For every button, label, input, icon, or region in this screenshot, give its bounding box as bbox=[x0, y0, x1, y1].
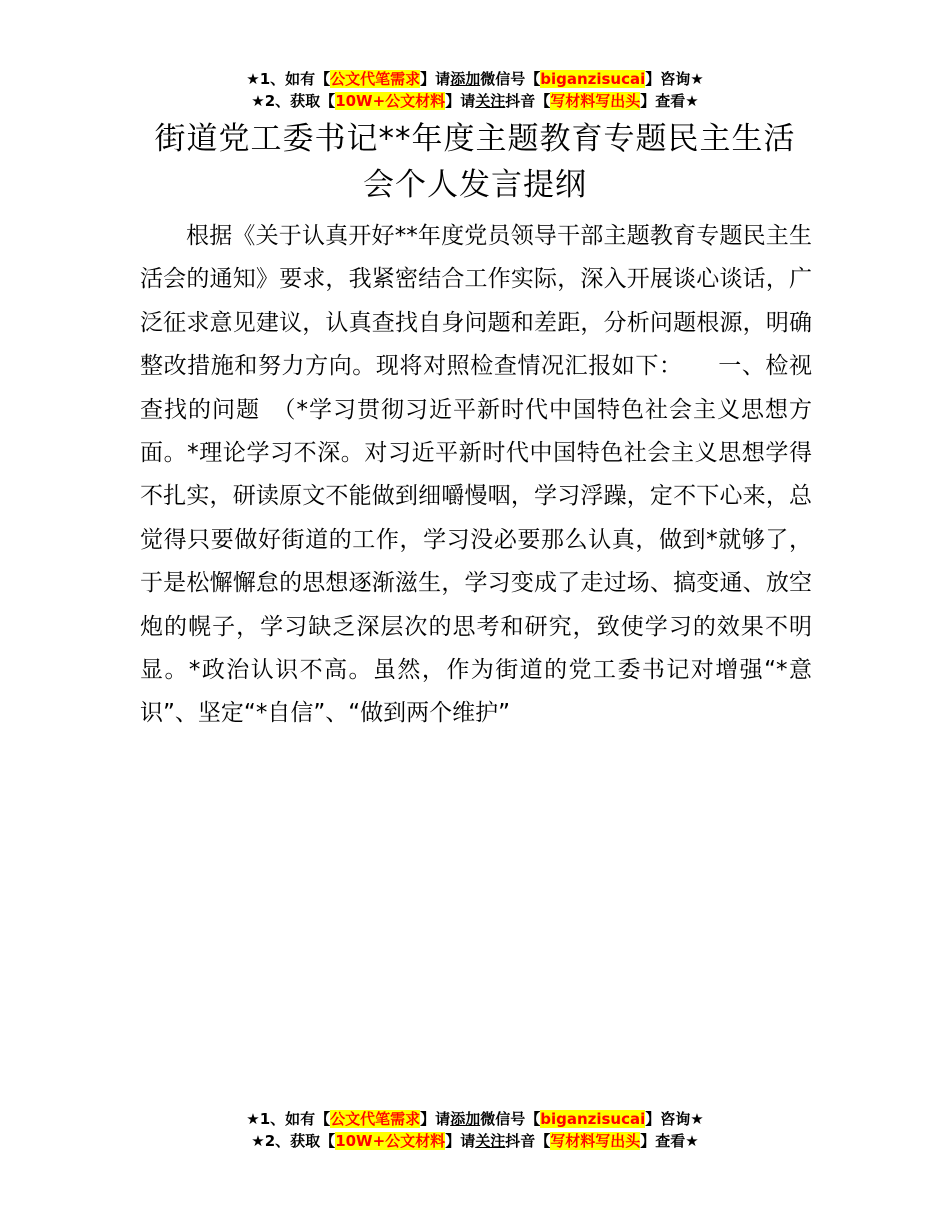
banner-text: 】咨询★ bbox=[645, 70, 704, 88]
document-title bbox=[0, 116, 950, 208]
banner-text: 抖音【 bbox=[505, 1132, 551, 1150]
banner-line-1 bbox=[0, 68, 950, 90]
banner-text: 】请 bbox=[420, 1110, 451, 1128]
banner-highlight: biganzisucai bbox=[540, 1110, 646, 1128]
banner-text: 】请 bbox=[445, 92, 476, 110]
banner-text: ★2、获取【 bbox=[251, 92, 336, 110]
banner-highlight: 写材料写出头 bbox=[550, 1132, 641, 1150]
banner-underline: 添加 bbox=[450, 1110, 481, 1128]
banner-text: 抖音【 bbox=[505, 92, 551, 110]
banner-highlight: 10W+公文材料 bbox=[335, 92, 446, 110]
banner-line-2 bbox=[0, 1130, 950, 1152]
banner-text: 】查看★ bbox=[640, 1132, 699, 1150]
banner-text: 微信号【 bbox=[480, 1110, 541, 1128]
banner-text: 】咨询★ bbox=[645, 1110, 704, 1128]
body-paragraph: 根据《关于认真开好**年度党员领导干部主题教育专题民主生活会的通知》要求，我紧密结合工作实际，深入开展谈心谈话，广泛征求意见建议，认真查找自身问题和差距，分析问题根源，明确整改措施和努力方向。现将对照检查情况汇报如下： 一、检视查找的问题 （*学习贯彻习近平新时代中国特色社会主义思想方面。*理论学习不深。对习近平新时代中国特色社会主义思想学得不扎实，研读原文不能做到细嚼慢咽，学习浮躁，定不下心来，总觉得只要做好街道的工作，学习没必要那么认真，做到*就够了，于是松懈懈怠的思想逐渐滋生，学习变成了走过场、搞变通、放空炮的幌子，学习缺乏深层次的思考和研究，致使学习的效果不明显。*政治认识不高。虽然，作为街道的党工委书记对增强“*意识”、坚定“*自信”、“做到两个维护” bbox=[140, 223, 812, 727]
banner-text: 】请 bbox=[445, 1132, 476, 1150]
banner-text: 】查看★ bbox=[640, 92, 699, 110]
banner-line-1 bbox=[0, 1108, 950, 1130]
banner-underline: 关注 bbox=[475, 1132, 506, 1150]
banner-highlight: 公文代笔需求 bbox=[330, 1110, 421, 1128]
banner-line-2 bbox=[0, 90, 950, 112]
banner-text: ★1、如有【 bbox=[246, 70, 331, 88]
header-banner bbox=[0, 68, 950, 112]
banner-highlight: 公文代笔需求 bbox=[330, 70, 421, 88]
banner-highlight: 写材料写出头 bbox=[550, 92, 641, 110]
banner-text: 微信号【 bbox=[480, 70, 541, 88]
banner-text: ★2、获取【 bbox=[251, 1132, 336, 1150]
banner-underline: 关注 bbox=[475, 92, 506, 110]
title-line-1: 街道党工委书记**年度主题教育专题民主生活 bbox=[154, 121, 796, 157]
banner-highlight: 10W+公文材料 bbox=[335, 1132, 446, 1150]
title-line-2: 会个人发言提纲 bbox=[363, 167, 587, 203]
banner-highlight: biganzisucai bbox=[540, 70, 646, 88]
banner-underline: 添加 bbox=[450, 70, 481, 88]
footer-banner bbox=[0, 1108, 950, 1152]
banner-text: 】请 bbox=[420, 70, 451, 88]
banner-text: ★1、如有【 bbox=[246, 1110, 331, 1128]
